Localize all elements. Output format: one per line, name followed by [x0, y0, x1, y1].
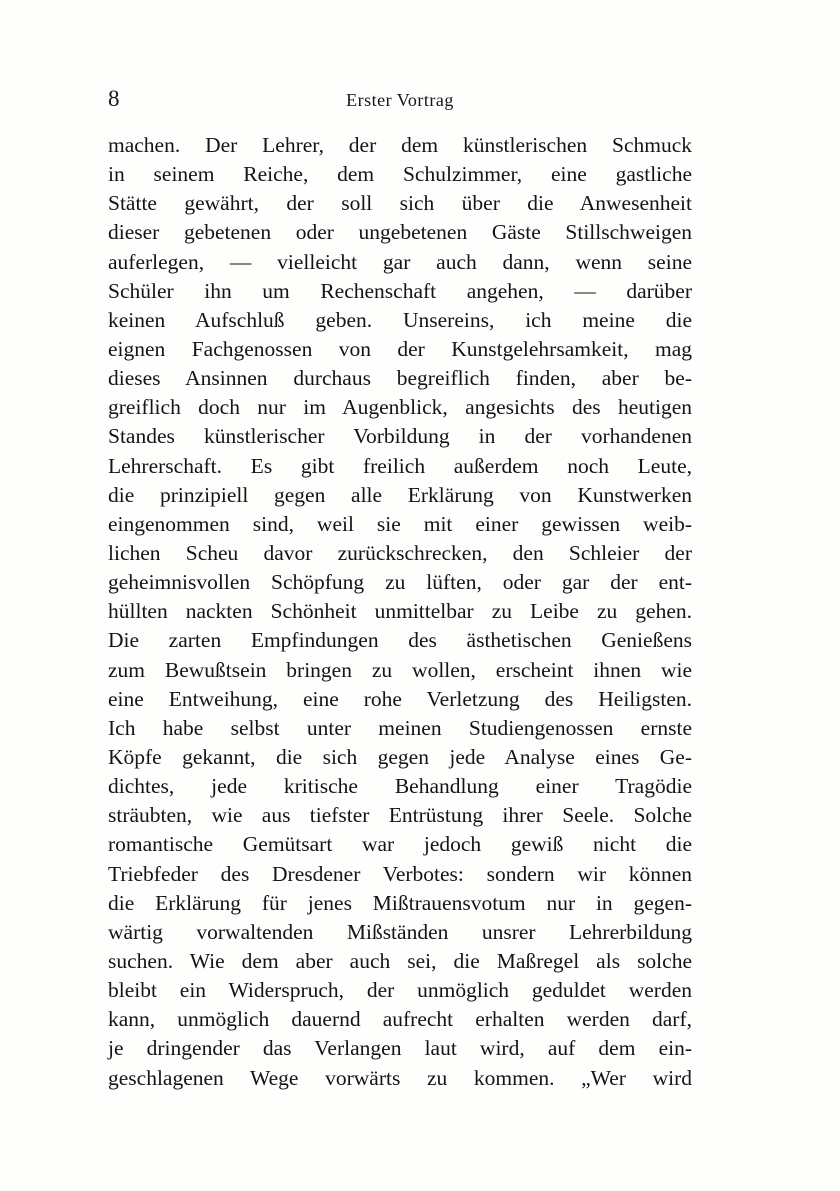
text-line: wärtig vorwaltenden Mißständen unsrer Lehrerbildung: [108, 919, 692, 944]
body-text: [108, 131, 692, 1093]
text-line: bleibt ein Widerspruch, der unmöglich geduldet werden: [108, 978, 692, 1003]
text-line: Schüler ihn um Rechenschaft angehen, — darüber: [108, 278, 692, 303]
text-line: lichen Scheu davor zurückschrecken, den Schleier der: [108, 540, 692, 565]
text-line: romantische Gemütsart war jedoch gewiß nicht die: [108, 832, 692, 857]
text-line: in seinem Reiche, dem Schulzimmer, eine gastliche: [108, 162, 692, 187]
text-line: kann, unmöglich dauernd aufrecht erhalten werden darf,: [108, 1007, 692, 1032]
text-line: machen. Der Lehrer, der dem künstlerischen Schmuck: [108, 133, 692, 157]
text-line: greiflich doch nur im Augenblick, angesichts des heutigen: [108, 395, 692, 420]
text-line: hüllten nackten Schönheit unmittelbar zu Leibe zu gehen.: [108, 599, 692, 624]
text-line: Standes künstlerischer Vorbildung in der vorhandenen: [108, 424, 692, 449]
text-line: dichtes, jede kritische Behandlung einer Tragödie: [108, 774, 692, 799]
page-number: 8: [108, 86, 120, 111]
text-line: je dringender das Verlangen laut wird, auf dem ein-: [108, 1036, 692, 1061]
text-line: dieser gebetenen oder ungebetenen Gäste Stillschweigen: [108, 220, 692, 245]
text-line: Die zarten Empfindungen des ästhetischen Genießens: [108, 628, 692, 653]
text-line: eignen Fachgenossen von der Kunstgelehrsamkeit, mag: [108, 336, 692, 361]
text-line: Stätte gewährt, der soll sich über die Anwesenheit: [108, 191, 692, 216]
text-line: sträubten, wie aus tiefster Entrüstung ihrer Seele. Solche: [108, 803, 692, 828]
text-line: suchen. Wie dem aber auch sei, die Maßregel als solche: [108, 948, 692, 973]
text-line: dieses Ansinnen durchaus begreiflich finden, aber be-: [108, 366, 692, 391]
page-header: [108, 86, 692, 112]
text-line: eine Entweihung, eine rohe Verletzung des Heiligsten.: [108, 686, 692, 711]
text-line: die prinzipiell gegen alle Erklärung von Kunstwerken: [108, 482, 692, 507]
text-line: Triebfeder des Dresdener Verbotes: sondern wir können: [108, 861, 692, 886]
running-title: Erster Vortrag: [346, 90, 454, 110]
text-line: Lehrerschaft. Es gibt freilich außerdem noch Leute,: [108, 453, 692, 478]
text-line: Köpfe gekannt, die sich gegen jede Analyse eines Ge-: [108, 744, 692, 769]
text-line: auferlegen, — vielleicht gar auch dann, wenn seine: [108, 249, 692, 274]
text-line: zum Bewußtsein bringen zu wollen, erscheint ihnen wie: [108, 657, 692, 682]
text-line: geheimnisvollen Schöpfung zu lüften, oder gar der ent-: [108, 570, 692, 595]
text-line: geschlagenen Wege vorwärts zu kommen. „Wer wird: [108, 1065, 692, 1090]
text-line: die Erklärung für jenes Mißtrauensvotum nur in gegen-: [108, 890, 692, 915]
text-line: Ich habe selbst unter meinen Studiengenossen ernste: [108, 715, 692, 740]
text-line: keinen Aufschluß geben. Unsereins, ich meine die: [108, 307, 692, 332]
text-line: eingenommen sind, weil sie mit einer gewissen weib-: [108, 511, 692, 536]
